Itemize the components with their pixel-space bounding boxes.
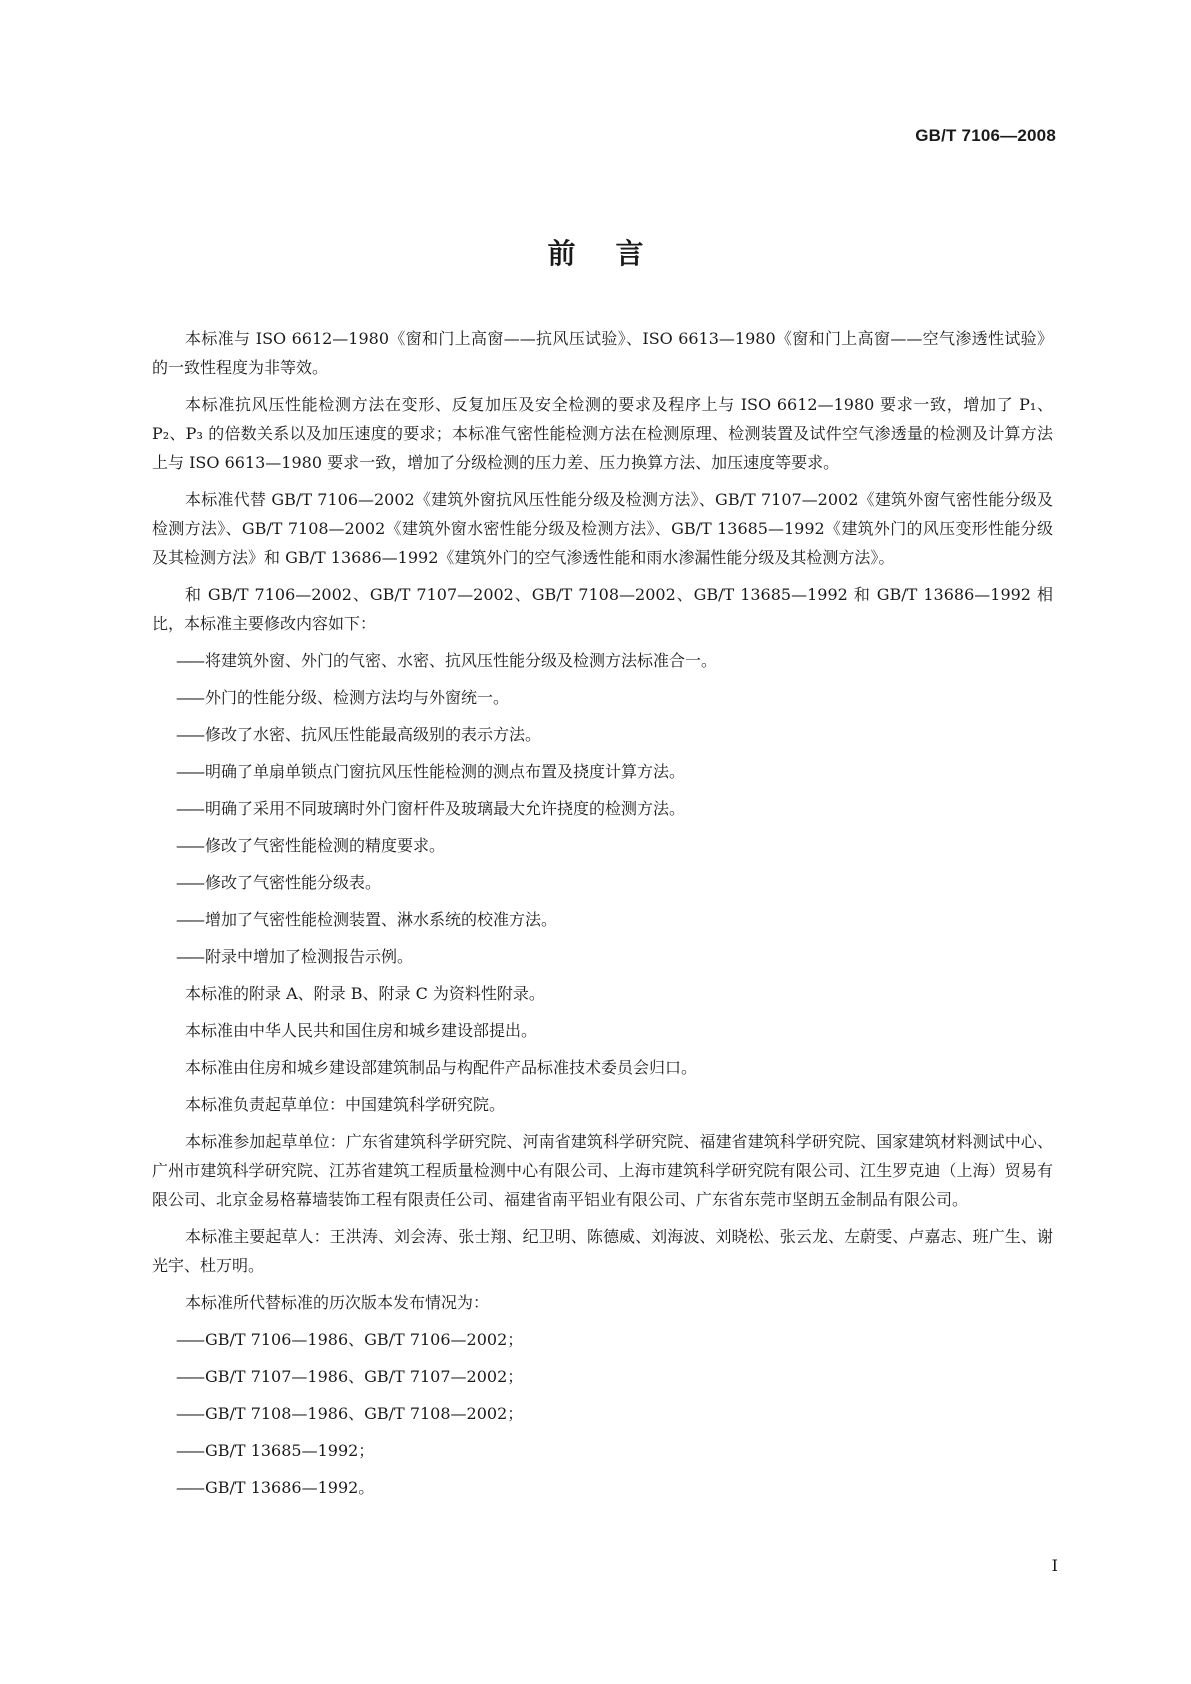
list-item: —— 明确了单扇单锁点门窗抗风压性能检测的测点布置及挠度计算方法。: [176, 762, 686, 781]
paragraph: 本标准与 ISO 6612—1980《窗和门上高窗——抗风压试验》、ISO 6613—1980《窗和门上高窗——空气渗透性试验》的一致性程度为非等效。: [152, 329, 1053, 377]
list-item: —— GB/T 7107—1986、GB/T 7107—2002；: [176, 1367, 524, 1386]
page-title: 前言: [547, 237, 684, 270]
paragraph: 本标准所代替标准的历次版本发布情况为：: [185, 1293, 490, 1312]
standard-code: GB/T 7106—2008: [915, 126, 1056, 145]
list-item: —— GB/T 7106—1986、GB/T 7106—2002；: [176, 1330, 524, 1349]
paragraph: 本标准由住房和城乡建设部建筑制品与构配件产品标准技术委员会归口。: [185, 1058, 698, 1077]
paragraph: 本标准的附录 A、附录 B、附录 C 为资料性附录。: [185, 984, 545, 1003]
paragraph: 本标准负责起草单位：中国建筑科学研究院。: [185, 1095, 506, 1114]
list-item: —— GB/T 7108—1986、GB/T 7108—2002；: [176, 1404, 524, 1423]
list-item: —— 将建筑外窗、外门的气密、水密、抗风压性能分级及检测方法标准合一。: [176, 651, 718, 670]
paragraph: 本标准参加起草单位：广东省建筑科学研究院、河南省建筑科学研究院、福建省建筑科学研究院、国家建筑材料测试中心、广州市建筑科学研究院、江苏省建筑工程质量检测中心有限公司、上海市建筑科学研究院有限公司、江生罗克迪（上海）贸易有限公司、北京金易格幕墙装饰工程有限责任公司、福建省南平铝业有限公司、广东省东莞市坚朗五金制品有限公司。: [152, 1132, 1053, 1209]
paragraph: 本标准由中华人民共和国住房和城乡建设部提出。: [185, 1021, 538, 1040]
paragraph: 和 GB/T 7106—2002、GB/T 7107—2002、GB/T 7108—2002、GB/T 13685—1992 和 GB/T 13686—1992 相比，本标准主要修改内容如下：: [152, 585, 1053, 633]
list-item: —— GB/T 13685—1992；: [176, 1441, 375, 1460]
history-list: [152, 1325, 1053, 1502]
list-item: —— 修改了气密性能检测的精度要求。: [176, 836, 446, 855]
paragraph: 本标准主要起草人：王洪涛、刘会涛、张士翔、纪卫明、陈德威、刘海波、刘晓松、张云龙、左蔚雯、卢嘉志、班广生、谢光宇、杜万明。: [152, 1227, 1053, 1275]
paragraph: 本标准代替 GB/T 7106—2002《建筑外窗抗风压性能分级及检测方法》、GB/T 7107—2002《建筑外窗气密性能分级及检测方法》、GB/T 7108—2002《建筑外窗水密性能分级及检测方法》、GB/T 13685—1992《建筑外门的风压变形性能分级及其检测方法》和 GB/T 13686—1992《建筑外门的空气渗透性能和雨水渗漏性能分级及其检测方法》。: [152, 490, 1053, 567]
paragraph: 本标准抗风压性能检测方法在变形、反复加压及安全检测的要求及程序上与 ISO 6612—1980 要求一致，增加了 P₁、P₂、P₃ 的倍数关系以及加压速度的要求；本标准气密性能检测方法在检测原理、检测装置及试件空气渗透量的检测及计算方法上与 ISO 6613—1980 要求一致，增加了分级检测的压力差、压力换算方法、加压速度等要求。: [152, 395, 1053, 472]
list-item: —— 修改了水密、抗风压性能最高级别的表示方法。: [176, 725, 542, 744]
document-body: [152, 324, 1053, 1510]
changes-list: [152, 646, 1053, 971]
list-item: —— 附录中增加了检测报告示例。: [176, 947, 414, 966]
list-item: —— 修改了气密性能分级表。: [176, 873, 382, 892]
list-item: —— 明确了采用不同玻璃时外门窗杆件及玻璃最大允许挠度的检测方法。: [176, 799, 686, 818]
list-item: —— GB/T 13686—1992。: [176, 1478, 375, 1497]
list-item: —— 外门的性能分级、检测方法均与外窗统一。: [176, 688, 510, 707]
list-item: —— 增加了气密性能检测装置、淋水系统的校准方法。: [176, 910, 558, 929]
page-number: I: [1051, 1556, 1058, 1575]
